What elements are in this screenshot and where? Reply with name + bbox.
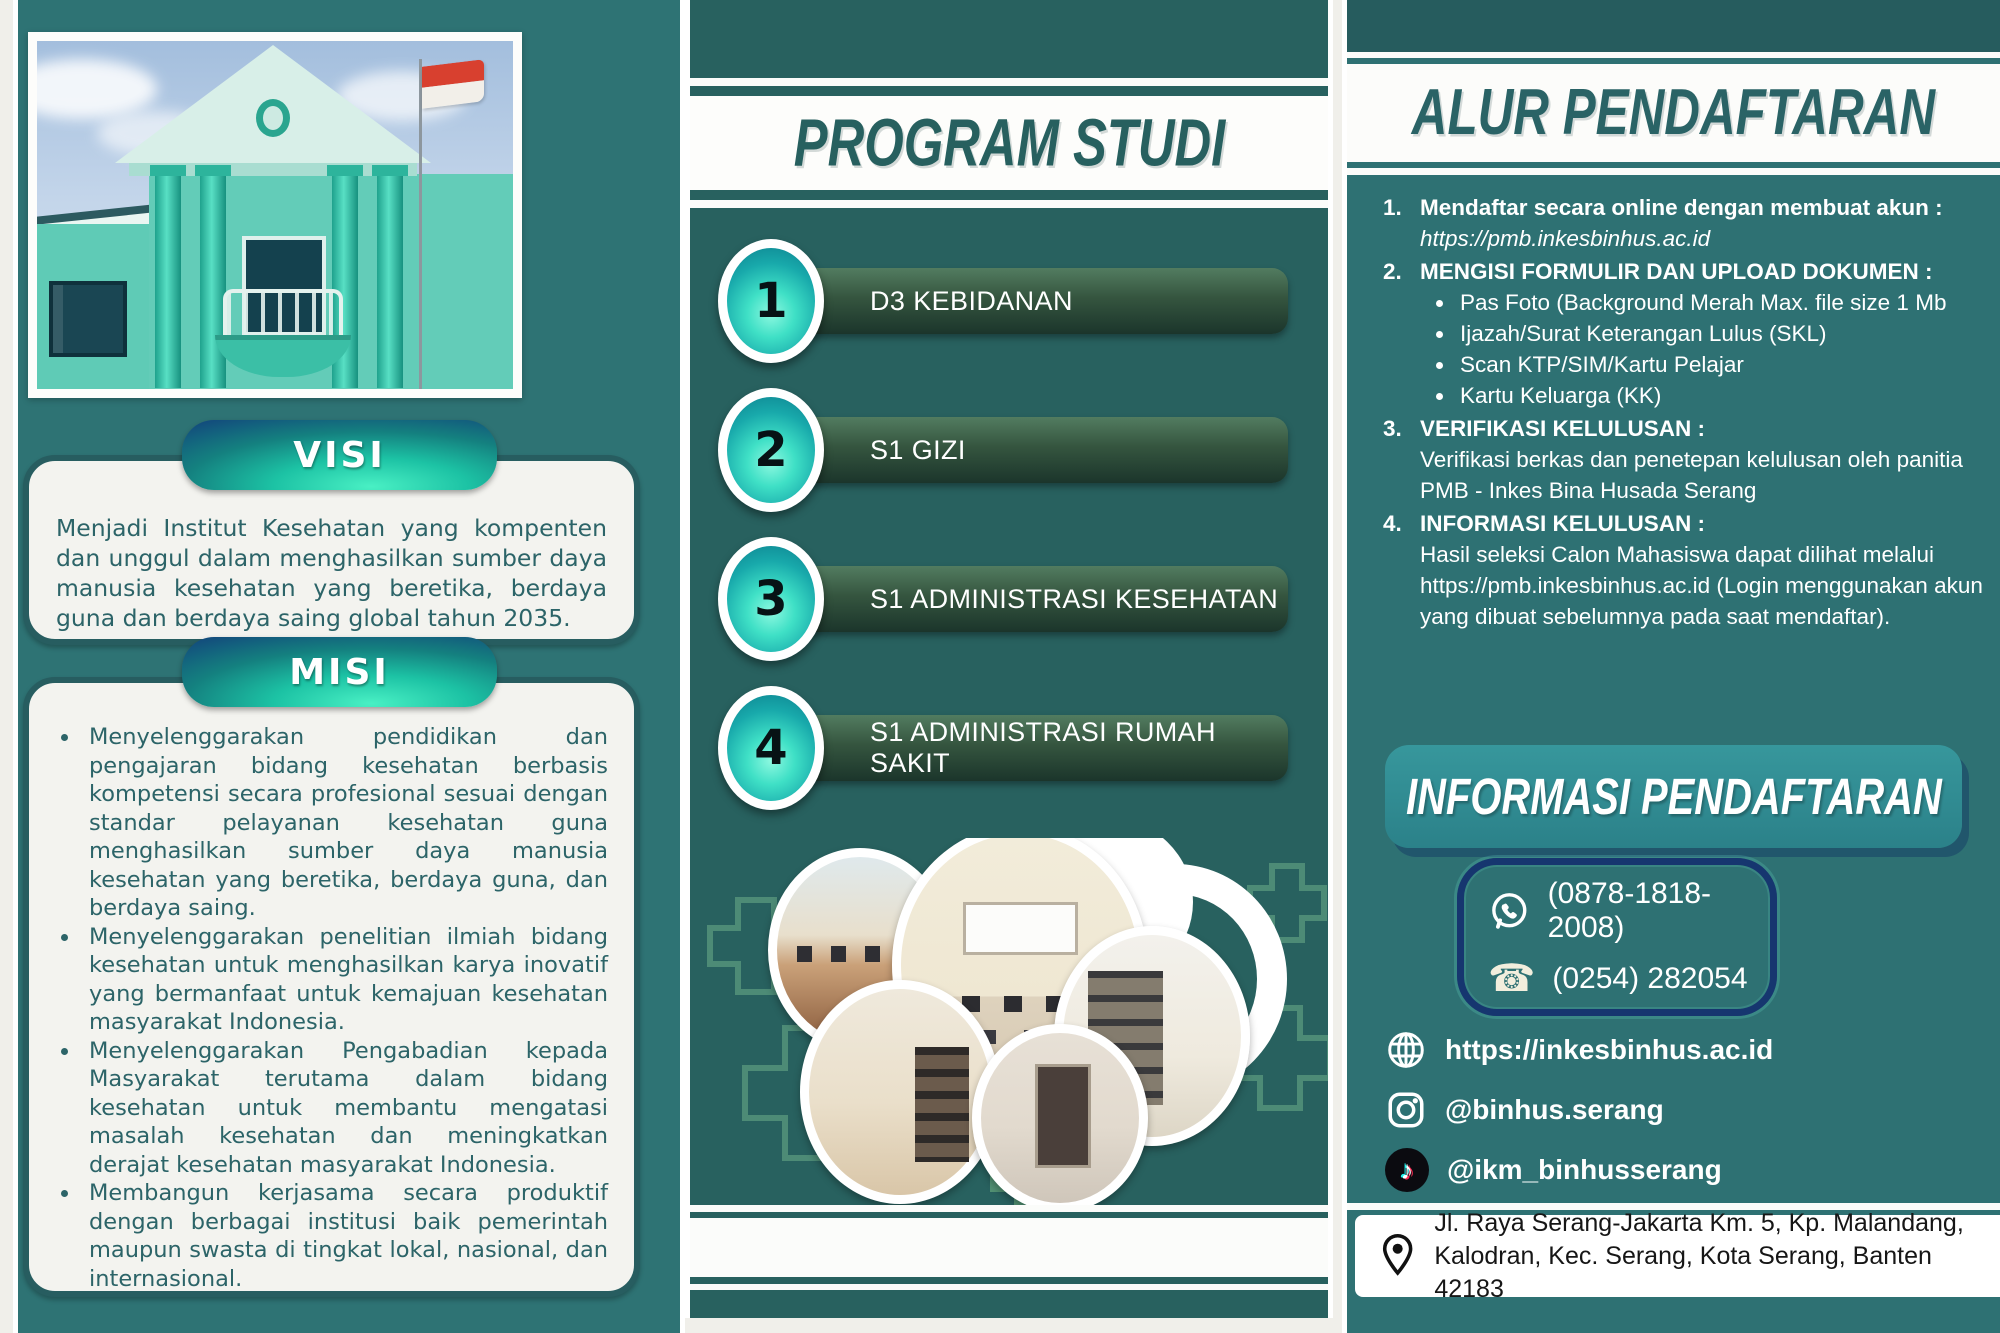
step-bullet: • Kartu Keluarga (KK) [1456, 380, 1946, 411]
step-title: MENGISI FORMULIR DAN UPLOAD DOKUMEN : [1420, 259, 1933, 284]
step-body: Hasil seleksi Calon Mahasiswa dapat dilihat melalui https://pmb.inkesbinhus.ac.id (Login menggunakan akun yang dibuat sebelumnya pada saat mendaftar). [1420, 542, 1983, 629]
address-bar [1355, 1208, 2000, 1303]
step-number: 4. [1383, 511, 1402, 536]
program-studi-title: PROGRAM STUDI [793, 105, 1225, 181]
campus-photo-frame [28, 32, 522, 398]
misi-item: • Menyelenggarakan Pengabadian kepada Masyarakat terutama dalam bidang kesehatan untuk membantu mengatasi masalah kesehatan dan meningkatkan derajat kesehatan masyarakat Indonesia. [81, 1037, 608, 1180]
step-number: 3. [1383, 416, 1402, 441]
cloud-shape [37, 59, 157, 119]
program-label: D3 KEBIDANAN [870, 285, 1073, 316]
divider-line [690, 200, 1328, 208]
building-window [49, 281, 127, 357]
white-band [690, 1218, 1328, 1277]
whatsapp-icon [1488, 888, 1531, 934]
step-title: Mendaftar secara online dengan membuat akun : [1420, 195, 1943, 220]
pediment-ornament [256, 99, 290, 137]
misi-list [51, 723, 608, 1293]
program-bar [770, 268, 1288, 334]
address-text [1434, 1207, 2000, 1306]
divider-line [1347, 168, 2000, 175]
building-column [155, 176, 181, 388]
program-row [690, 537, 1328, 671]
registration-step [1383, 256, 1986, 411]
phone-icon: ☎ [1488, 957, 1536, 1000]
instagram-row [1385, 1088, 1773, 1132]
top-band [1347, 0, 2000, 52]
program-label: S1 ADMINISTRASI KESEHATAN [870, 583, 1279, 614]
website-url[interactable]: https://inkesbinhus.ac.id [1445, 1034, 1774, 1065]
left-panel [18, 0, 680, 1333]
address-line-1: Jl. Raya Serang-Jakarta Km. 5, Kp. Malandang, [1434, 1208, 1964, 1237]
visi-title: VISI [293, 434, 386, 476]
website-row [1385, 1028, 1773, 1072]
middle-panel [690, 0, 1328, 1318]
step-bullet: • Ijazah/Surat Keterangan Lulus (SKL) [1456, 318, 1946, 349]
step-content [1420, 508, 1986, 632]
step-content [1420, 413, 1986, 506]
program-number: 4 [754, 720, 788, 776]
step-bullet-list [1420, 287, 1946, 411]
phone-row [1488, 957, 1770, 1000]
hallway-photo [972, 1024, 1148, 1205]
tiktok-icon: ♪ [1385, 1148, 1429, 1192]
campus-photo [37, 41, 513, 389]
step-number: 2. [1383, 259, 1402, 284]
divider-line [690, 78, 1328, 86]
misi-item: • Membangun kerjasama secara produktif dengan berbagai institusi baik pemerintah maupun swasta di tingkat lokal, nasional, dan internasional. [81, 1179, 608, 1293]
program-studi-banner [690, 96, 1328, 190]
step-bullet: • Pas Foto (Background Merah Max. file size 1 Mb [1456, 287, 1946, 318]
program-number-circle [718, 537, 824, 661]
step-link[interactable]: https://pmb.inkesbinhus.ac.id [1420, 226, 1711, 251]
facility-photo-collage [690, 838, 1328, 1205]
tiktok-handle[interactable]: @ikm_binhusserang [1447, 1154, 1722, 1185]
registration-step [1383, 192, 1986, 254]
indonesia-flag [422, 59, 484, 109]
right-panel [1347, 0, 2000, 1333]
building-column [377, 176, 403, 388]
program-number-circle [718, 239, 824, 363]
step-bullet: • Scan KTP/SIM/Kartu Pelajar [1456, 349, 1946, 380]
program-label: S1 GIZI [870, 434, 966, 465]
phone-number[interactable]: (0254) 282054 [1552, 961, 1748, 995]
whatsapp-row [1488, 877, 1770, 945]
step-body: Verifikasi berkas dan penetepan kelulusan oleh panitia PMB - Inkes Bina Husada Serang [1420, 447, 1963, 503]
instagram-icon [1385, 1089, 1427, 1131]
program-bar [770, 715, 1288, 781]
misi-badge [182, 637, 497, 707]
address-line-2: Kalodran, Kec. Serang, Kota Serang, Banten 42183 [1434, 1241, 1932, 1303]
step-number: 1. [1383, 195, 1402, 220]
tiktok-row [1385, 1148, 1773, 1192]
registration-step [1383, 413, 1986, 506]
program-row [690, 686, 1328, 820]
misi-title: MISI [289, 651, 390, 693]
alur-pendaftaran-banner [1347, 64, 2000, 162]
misi-item: • Menyelenggarakan pendidikan dan pengajaran bidang kesehatan berbasis kompetensi secara profesional sesuai dengan standar pelayanan kesehatan guna menghasilkan sumber daya manusia kesehatan yang beretika, berdaya guna, dan berdaya saing. [81, 723, 608, 923]
visi-text: Menjadi Institut Kesehatan yang kompenten dan unggul dalam menghasilkan sumber daya manusia kesehatan yang beretika, berdaya guna dan berdaya saing global tahun 2035. [56, 514, 607, 632]
globe-icon [1385, 1029, 1427, 1071]
program-number-circle [718, 388, 824, 512]
location-pin-icon [1375, 1231, 1420, 1281]
program-bar [770, 417, 1288, 483]
divider-line [690, 1284, 1328, 1290]
divider-line [690, 1205, 1328, 1212]
step-content [1420, 256, 1946, 411]
program-row [690, 388, 1328, 522]
program-bar [770, 566, 1288, 632]
program-row [690, 239, 1328, 373]
registration-steps [1383, 192, 1986, 634]
program-number: 3 [754, 571, 788, 627]
registration-step [1383, 508, 1986, 632]
alur-pendaftaran-title: ALUR PENDAFTARAN [1411, 77, 1936, 149]
step-title: VERIFIKASI KELULUSAN : [1420, 416, 1706, 441]
program-number-circle [718, 686, 824, 810]
instagram-handle[interactable]: @binhus.serang [1445, 1094, 1664, 1125]
misi-item: • Menyelenggarakan penelitian ilmiah bidang kesehatan untuk menghasilkan karya inovatif yang bermanfaat untuk kemajuan kesehatan masyarakat Indonesia. [81, 923, 608, 1037]
divider-line [1347, 52, 2000, 58]
social-links [1385, 1028, 1773, 1192]
whatsapp-number[interactable]: (0878-1818-2008) [1547, 876, 1712, 944]
building-balcony-rail [223, 289, 343, 337]
informasi-pendaftaran-title: INFORMASI PENDAFTARAN [1405, 767, 1942, 825]
program-number: 2 [754, 422, 788, 478]
building-column [200, 176, 226, 388]
step-title: INFORMASI KELULUSAN : [1420, 511, 1705, 536]
step-content [1420, 192, 1943, 254]
visi-badge [182, 420, 497, 490]
misi-card [23, 677, 640, 1297]
library-photo [800, 980, 1000, 1204]
program-number: 1 [754, 273, 788, 329]
program-label: S1 ADMINISTRASI RUMAH SAKIT [870, 717, 1216, 778]
contact-box [1457, 858, 1777, 1016]
informasi-pendaftaran-banner [1385, 745, 1962, 848]
